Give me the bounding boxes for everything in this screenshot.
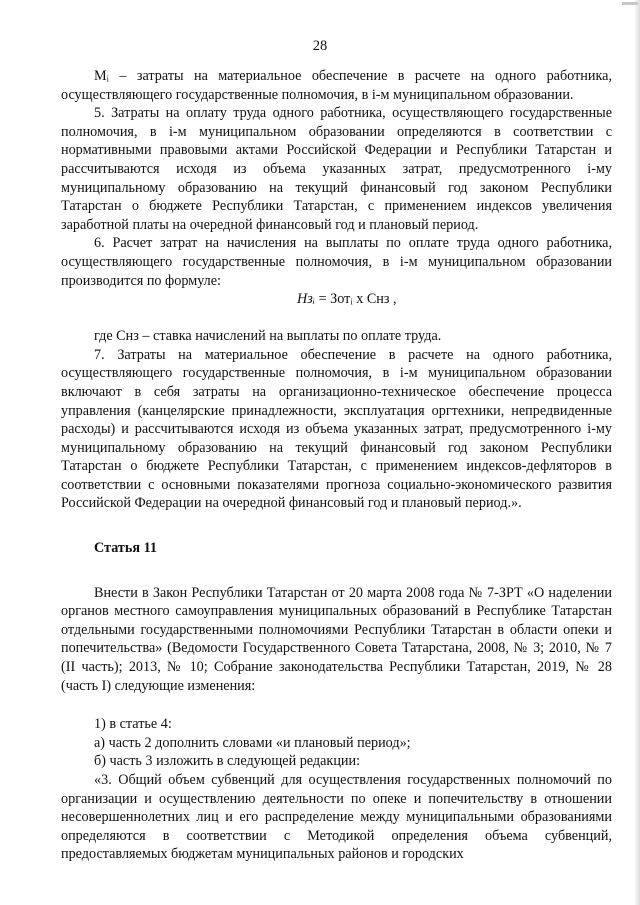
list-item-a: а) часть 2 дополнить словами «и плановый период»; <box>94 734 411 751</box>
list-item-1: 1) в статье 4: <box>94 716 172 733</box>
article-heading: Статья 11 <box>94 540 158 557</box>
paragraph-7: 7. Затраты на материальное обеспечение в расчете на одного работника, осуществляющего государственные полномочия, в i-м муниципальном образовании включают в себя затраты на организационно-техническое обеспечение процесса управления (канцелярские принадлежности, эксплуатация оргтехники, непредвиденные расходы) и рассчитываются исходя из объема указанных затрат, предусмотренного i-му муниципальному образованию на текущий финансовый год законом Республики Татарстан о бюджете Республики Татарстан, с применением индексов-дефляторов в соответствии с основными показателями прогноза социально-экономического развития Российской Федерации на очередной финансовый год и плановый период.». <box>61 346 612 512</box>
paragraph-5: 5. Затраты на оплату труда одного работника, осуществляющего государственные полномочия, в i-м муниципальном образовании определяются в соответствии с нормативными правовыми актами Российской Федерации и Республики Татарстан и рассчитываются исходя из объема указанных затрат, предусмотренного i-му муниципальному образованию на текущий финансовый год законом Республики Татарстан о бюджете Республики Татарстан, с применением индексов увеличения заработной платы на очередной финансовый год и плановый период. <box>61 105 612 233</box>
formula-rhs: = Зотᵢ х Снз , <box>318 291 397 308</box>
list-item-quote: «3. Общий объем субвенций для осуществления государственных полномочий по организации и осуществлению деятельности по опеке и попечительству в отношении несовершеннолетних лиц и его распределение между муниципальными образованиями определяются в соответствии с Методикой определения объема субвенций, предоставляемых бюджетам муниципальных районов и городских <box>61 772 612 863</box>
paragraph-mi-definition: Mᵢ – затраты на материальное обеспечение в расчете на одного работника, осуществляющего государственные полномочия, в i-м муниципальном образовании. <box>61 68 612 103</box>
formula <box>61 290 612 327</box>
page-number: 28 <box>312 38 328 54</box>
paragraph-snz-definition: где Снз – ставка начислений на выплаты по оплате труда. <box>94 328 442 345</box>
document-body <box>61 67 612 864</box>
scan-corner-mark <box>622 2 638 5</box>
formula-lhs: Нзᵢ <box>297 291 316 308</box>
article-intro: Внести в Закон Республики Татарстан от 20 марта 2008 года № 7-ЗРТ «О наделении органов местного самоуправления муниципальных образований в Республике Татарстан отдельными государственными полномочиями Республики Татарстан в области опеки и попечительства» (Ведомости Государственного Совета Татарстана, 2008, № 3; 2010, № 7 (II часть); 2013, № 10; Собрание законодательства Республики Татарстан, 2019, № 28 (часть I) следующие изменения: <box>61 584 612 694</box>
paragraph-6: 6. Расчет затрат на начисления на выплаты по оплате труда одного работника, осуществляющего государственные полномочия, в i-м муниципальном образовании производится по формуле: <box>61 235 612 289</box>
scan-edge <box>634 0 640 905</box>
list-item-b: б) часть 3 изложить в следующей редакции: <box>94 753 361 770</box>
